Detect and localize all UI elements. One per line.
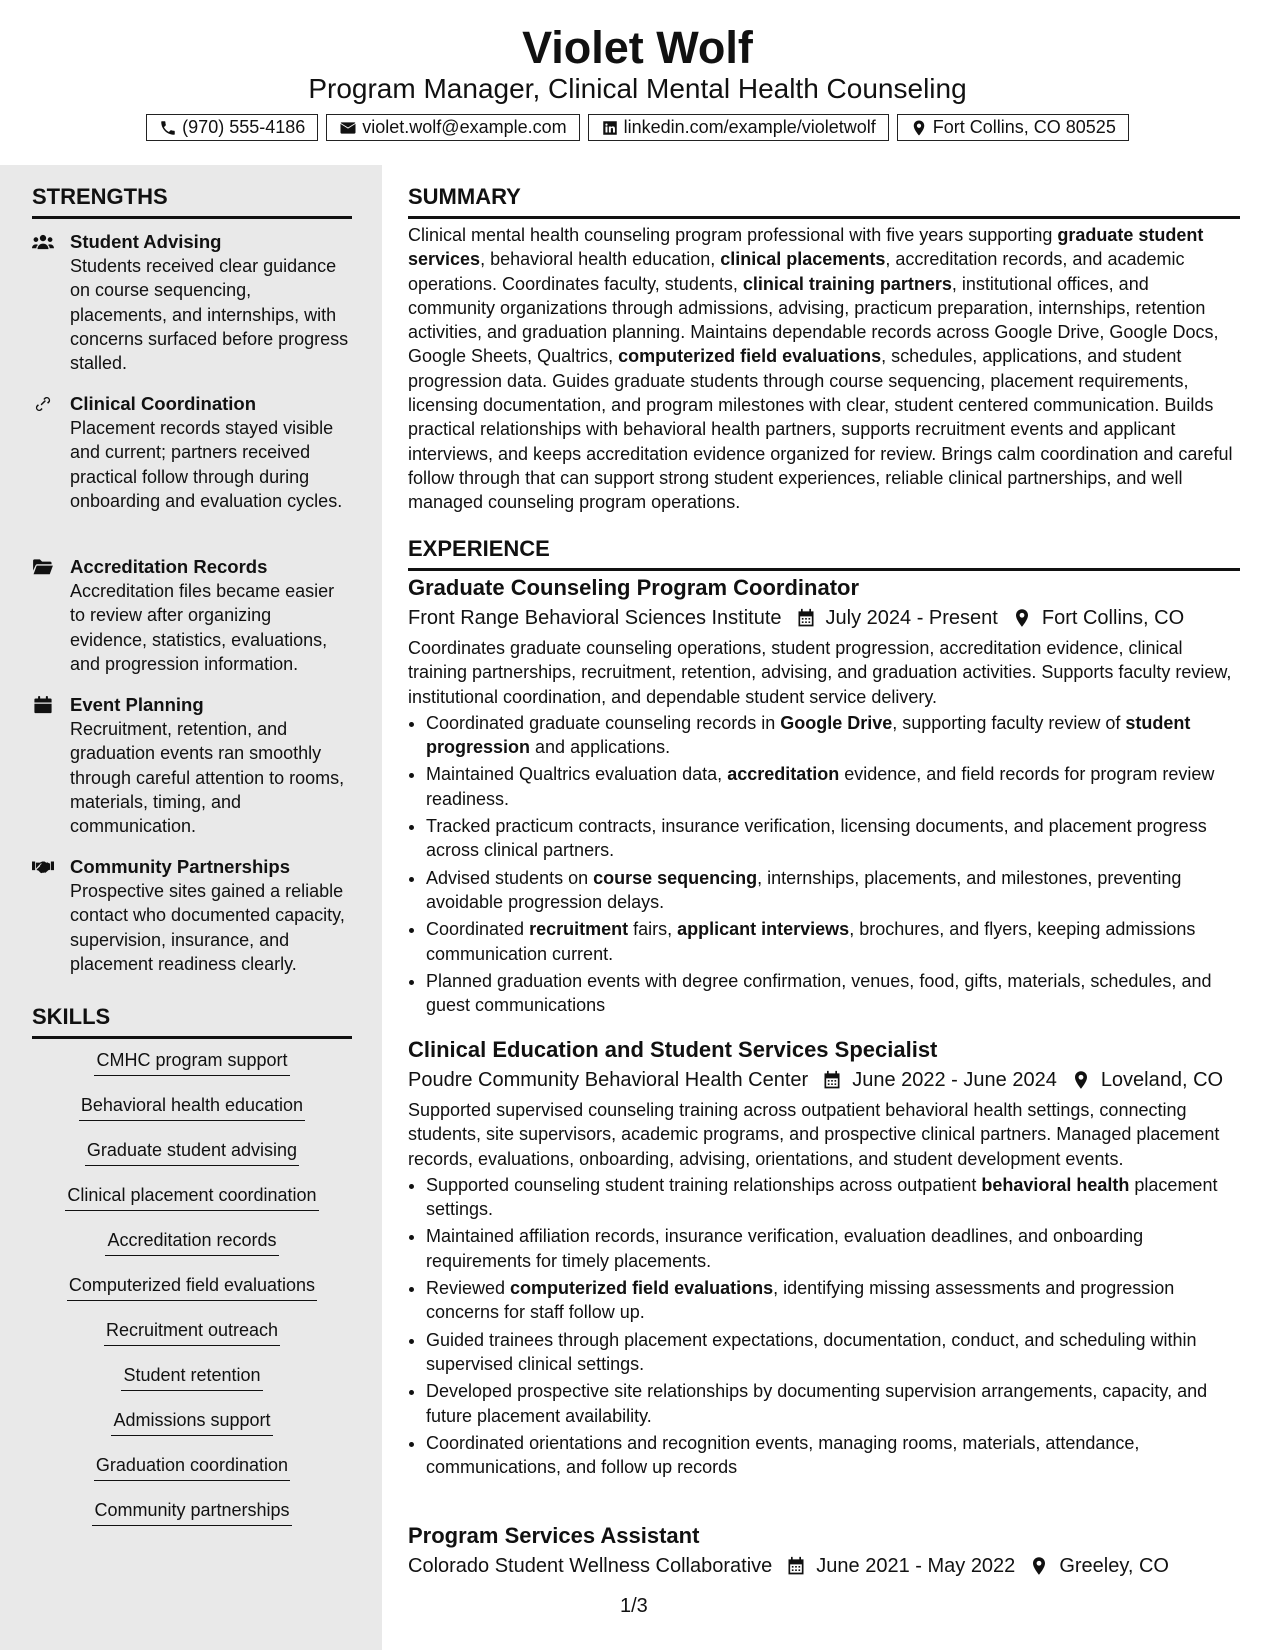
job-entry [408, 574, 1240, 1020]
strength-desc: Placement records stayed visible and current; partners received practical follow through during onboarding and evaluation cycles. [70, 418, 343, 511]
link-icon [32, 395, 54, 413]
strength-item [32, 555, 352, 676]
skill-item [32, 1048, 352, 1093]
linkedin-icon [601, 119, 619, 137]
candidate-name: Violet Wolf [522, 22, 753, 73]
contact-bar [0, 114, 1275, 141]
linkedin-text: linkedin.com/example/violetwolf [623, 117, 876, 137]
strength-title: Accreditation Records [70, 556, 268, 577]
strength-item [32, 855, 352, 976]
job-meta [408, 604, 1240, 632]
strength-title: Community Partnerships [70, 856, 290, 877]
bullet-item: • Maintained affiliation records, insurance verification, evaluation deadlines, and onboarding requirements for timely placements. [426, 1224, 1240, 1273]
calendar-icon [32, 696, 54, 714]
skill-item [32, 1453, 352, 1498]
candidate-title: Program Manager, Clinical Mental Health Counseling [308, 73, 967, 104]
bullet-item: • Coordinated graduate counseling records in Google Drive, supporting faculty review of student progression and applications. [426, 711, 1240, 760]
job-dates: June 2021 - May 2022 [816, 1555, 1016, 1577]
bullet-item: • Reviewed computerized field evaluations, identifying missing assessments and progression concerns for staff follow up. [426, 1276, 1240, 1325]
job-description: Coordinates graduate counseling operations, student progression, accreditation evidence, clinical training partnerships, recruitment, retention, advising, and graduation activities. Supports faculty review, institutional coordination, and dependable student service delivery. [408, 638, 1232, 707]
skill-label: Accreditation records [105, 1228, 278, 1256]
strength-desc: Prospective sites gained a reliable contact who documented capacity, supervision, insurance, and placement readiness clearly. [70, 881, 345, 974]
skill-item [32, 1408, 352, 1453]
strength-desc: Students received clear guidance on course sequencing, placements, and internships, with concerns surfaced before progress stalled. [70, 256, 349, 374]
location-text: Fort Collins, CO 80525 [932, 117, 1116, 137]
bullet-item: • Developed prospective site relationships by documenting supervision arrangements, capacity, and future placement availability. [426, 1379, 1240, 1428]
job-dates: June 2022 - June 2024 [852, 1069, 1057, 1091]
job-title: Graduate Counseling Program Coordinator [408, 575, 860, 600]
job-location: Fort Collins, CO [1041, 607, 1185, 629]
bullet-item: • Planned graduation events with degree confirmation, venues, food, gifts, materials, schedules, and guest communications [426, 969, 1240, 1018]
strength-item [32, 693, 352, 838]
skill-item [32, 1183, 352, 1228]
strength-title: Event Planning [70, 694, 204, 715]
skill-item [32, 1318, 352, 1363]
job-entry [408, 1036, 1240, 1482]
page-number: 1/3 [620, 1595, 648, 1617]
handshake-icon [32, 858, 54, 876]
job-bullets [408, 1173, 1240, 1480]
skill-label: Recruitment outreach [104, 1318, 280, 1346]
job-meta [408, 1552, 1240, 1580]
strength-item [32, 230, 352, 375]
skill-item [32, 1093, 352, 1138]
users-icon [32, 233, 54, 251]
skill-label: Computerized field evaluations [67, 1273, 317, 1301]
skill-label: CMHC program support [94, 1048, 289, 1076]
skill-item [32, 1363, 352, 1408]
job-dates: July 2024 - Present [825, 607, 998, 629]
summary-heading: SUMMARY [408, 184, 1240, 219]
job-title: Program Services Assistant [408, 1523, 700, 1548]
map-pin-icon [1029, 1556, 1049, 1576]
map-pin-icon [1012, 608, 1032, 628]
folder-icon [32, 558, 54, 576]
phone-icon [159, 119, 177, 137]
job-title: Clinical Education and Student Services Specialist [408, 1037, 938, 1062]
bullet-item: • Supported counseling student training relationships across outpatient behavioral health placement settings. [426, 1173, 1240, 1222]
skill-item [32, 1498, 352, 1543]
bullet-item: • Coordinated recruitment fairs, applicant interviews, brochures, and flyers, keeping admissions communication current. [426, 917, 1240, 966]
bullet-item: • Advised students on course sequencing, internships, placements, and milestones, preventing avoidable progression delays. [426, 866, 1240, 915]
job-location: Loveland, CO [1100, 1069, 1224, 1091]
experience-heading: EXPERIENCE [408, 536, 1240, 571]
strengths-heading: STRENGTHS [32, 184, 352, 219]
skill-label: Student retention [121, 1363, 262, 1391]
skill-label: Admissions support [111, 1408, 272, 1436]
job-meta [408, 1066, 1240, 1094]
skill-label: Behavioral health education [79, 1093, 305, 1121]
skill-item [32, 1138, 352, 1183]
job-location: Greeley, CO [1059, 1555, 1169, 1577]
skill-label: Graduate student advising [85, 1138, 299, 1166]
calendar-icon [796, 608, 816, 628]
calendar-icon [822, 1070, 842, 1090]
bullet-item: • Tracked practicum contracts, insurance verification, licensing documents, and placement progress across clinical partners. [426, 814, 1240, 863]
skill-label: Clinical placement coordination [65, 1183, 318, 1211]
contact-linkedin[interactable] [588, 114, 889, 141]
bullet-item: • Coordinated orientations and recognition events, managing rooms, materials, attendance, communications, and follow up records [426, 1431, 1240, 1480]
company-name: Poudre Community Behavioral Health Center [408, 1069, 809, 1091]
email-text: violet.wolf@example.com [362, 117, 567, 137]
strength-title: Clinical Coordination [70, 393, 257, 414]
skills-heading: SKILLS [32, 1004, 352, 1039]
bullet-item: • Maintained Qualtrics evaluation data, accreditation evidence, and field records for program review readiness. [426, 762, 1240, 811]
job-bullets [408, 711, 1240, 1018]
resume-header [0, 0, 1275, 165]
summary-text: Clinical mental health counseling program professional with five years supporting graduate student services, behavioral health education, clinical placements, accreditation records, and academic operations. Coordinates faculty, students, clinical training partners, institutional offices, and community organizations through admissions, advising, practicum preparation, internships, retention activities, and graduation planning. Maintains dependable records across Google Drive, Google Docs, Google Sheets, Qualtrics, computerized field evaluations, schedules, applications, and student progression data. Guides graduate students through course sequencing, placement requirements, licensing documentation, and program milestones with clear, student centered communication. Builds practical relationships with behavioral health partners, supports recruitment events and applicant interviews, and keeps accreditation evidence organized for review. Brings calm coordination and careful follow through that can support strong student experiences, reliable clinical partnerships, and well managed counseling program operations. [408, 225, 1233, 513]
company-name: Colorado Student Wellness Collaborative [408, 1555, 773, 1577]
skill-item [32, 1273, 352, 1318]
strength-title: Student Advising [70, 231, 222, 252]
map-pin-icon [1071, 1070, 1091, 1090]
contact-phone[interactable] [146, 114, 318, 141]
skills-list [32, 1048, 352, 1543]
strength-desc: Accreditation files became easier to review after organizing evidence, statistics, evaluations, and progression information. [70, 581, 335, 674]
job-description: Supported supervised counseling training across outpatient behavioral health settings, connecting students, site supervisors, academic programs, and prospective clinical partners. Managed placement records, evaluations, onboarding, advising, orientations, and student development events. [408, 1100, 1220, 1169]
company-name: Front Range Behavioral Sciences Institute [408, 607, 782, 629]
job-entry [408, 1522, 1240, 1580]
contact-email[interactable] [326, 114, 579, 141]
skill-label: Community partnerships [92, 1498, 291, 1526]
strength-item [32, 392, 352, 513]
strength-desc: Recruitment, retention, and graduation events ran smoothly through careful attention to rooms, materials, timing, and communication. [70, 719, 345, 837]
map-pin-icon [910, 119, 928, 137]
bullet-item: • Guided trainees through placement expectations, documentation, conduct, and scheduling within supervised clinical settings. [426, 1328, 1240, 1377]
calendar-icon [786, 1556, 806, 1576]
skill-item [32, 1228, 352, 1273]
phone-text: (970) 555-4186 [182, 117, 306, 137]
contact-location[interactable] [897, 114, 1129, 141]
envelope-icon [339, 119, 357, 137]
skill-label: Graduation coordination [94, 1453, 290, 1481]
